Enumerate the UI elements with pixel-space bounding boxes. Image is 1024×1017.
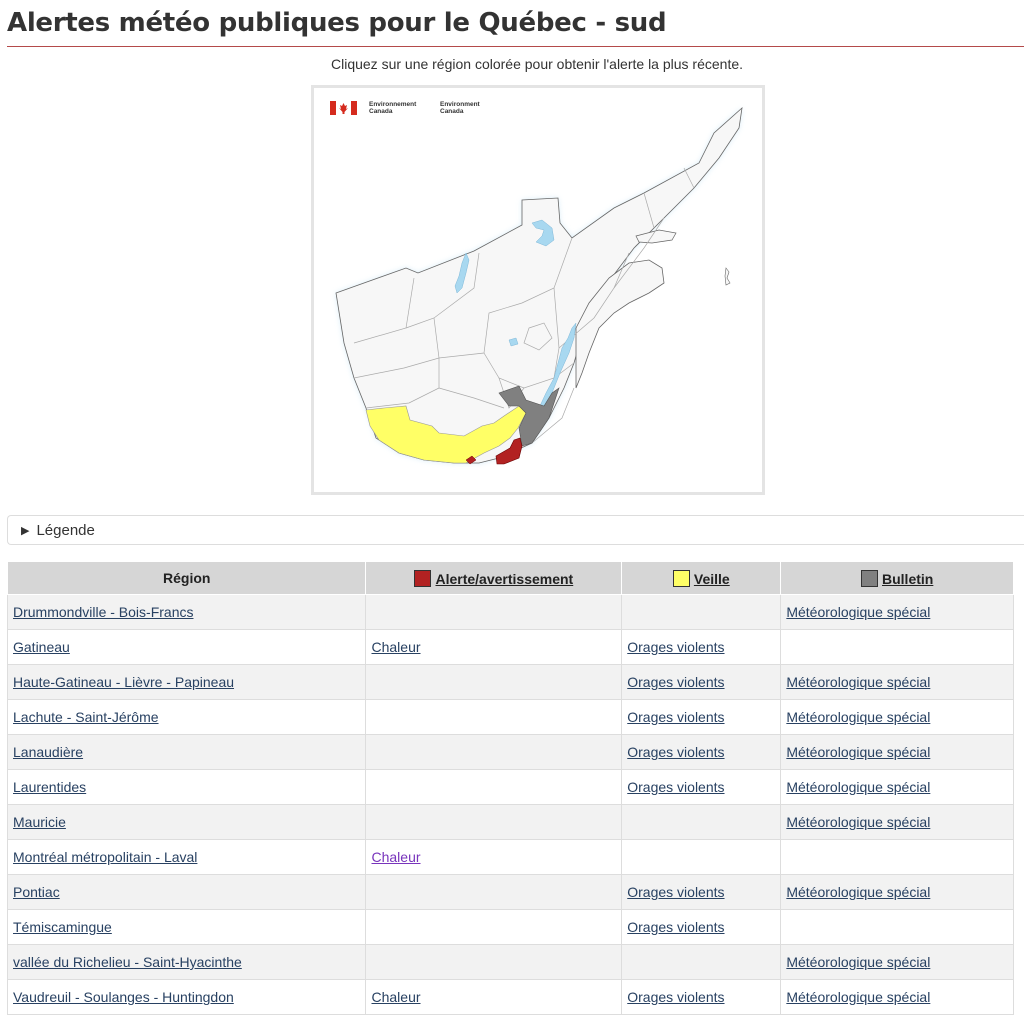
- watch-link[interactable]: Orages violents: [627, 989, 725, 1005]
- region-link[interactable]: vallée du Richelieu - Saint-Hyacinthe: [13, 954, 242, 970]
- statement-link[interactable]: Météorologique spécial: [786, 954, 931, 970]
- logo-text-en: Environment: [440, 101, 480, 108]
- map-instruction: Cliquez sur une région colorée pour obtenir l'alerte la plus récente.: [330, 56, 744, 72]
- title-divider: [7, 46, 1024, 47]
- table-header-row: [8, 562, 1014, 595]
- region-link[interactable]: Drummondville - Bois-Francs: [13, 604, 194, 620]
- statement-link[interactable]: Météorologique spécial: [786, 604, 931, 620]
- alerts-table: [7, 561, 1014, 1015]
- region-link[interactable]: Laurentides: [13, 779, 87, 795]
- table-row: [8, 770, 1014, 805]
- svg-text:Environment Canada: Environment Canada: [440, 101, 480, 115]
- logo-text-fr: Environnement: [369, 101, 417, 108]
- disclosure-triangle-icon: ▶: [21, 524, 30, 537]
- region-link[interactable]: Gatineau: [13, 639, 70, 655]
- environment-canada-logo: [330, 101, 482, 115]
- header-watch[interactable]: [622, 562, 781, 595]
- table-row: [8, 630, 1014, 665]
- watch-link[interactable]: Orages violents: [627, 884, 725, 900]
- statement-link[interactable]: Météorologique spécial: [786, 779, 931, 795]
- legend-toggle[interactable]: [7, 515, 1024, 545]
- table-row: [8, 665, 1014, 700]
- warning-link[interactable]: Chaleur: [371, 989, 421, 1005]
- region-link[interactable]: Montréal métropolitain - Laval: [13, 849, 198, 865]
- header-statement[interactable]: [781, 562, 1014, 595]
- statement-link[interactable]: Météorologique spécial: [786, 744, 931, 760]
- table-row: [8, 840, 1014, 875]
- region-link[interactable]: Haute-Gatineau - Lièvre - Papineau: [13, 674, 235, 690]
- statement-link[interactable]: Météorologique spécial: [786, 709, 931, 725]
- header-watch-link[interactable]: Veille: [693, 570, 730, 587]
- table-row: [8, 805, 1014, 840]
- page-title: Alertes météo publiques pour le Québec - sud: [7, 8, 667, 38]
- warning-link-visited[interactable]: Chaleur: [371, 849, 421, 865]
- statement-link[interactable]: Météorologique spécial: [786, 674, 931, 690]
- table-row: [8, 945, 1014, 980]
- region-link[interactable]: Pontiac: [13, 884, 60, 900]
- region-link[interactable]: Vaudreuil - Soulanges - Huntingdon: [13, 989, 234, 1005]
- table-row: [8, 595, 1014, 630]
- svg-text:Environnement Canada: Environnement Canada: [369, 101, 417, 115]
- quebec-south-map[interactable]: [314, 88, 762, 492]
- header-region: Région: [8, 562, 366, 595]
- table-row: [8, 980, 1014, 1015]
- region-link[interactable]: Lanaudière: [13, 744, 84, 760]
- watch-swatch-icon: [673, 570, 690, 587]
- region-link[interactable]: Témiscamingue: [13, 919, 112, 935]
- warning-swatch-icon: [414, 570, 431, 587]
- header-warning-link[interactable]: Alerte/avertissement: [435, 570, 574, 587]
- table-row: [8, 910, 1014, 945]
- watch-link[interactable]: Orages violents: [627, 919, 725, 935]
- watch-link[interactable]: Orages violents: [627, 639, 725, 655]
- statement-link[interactable]: Météorologique spécial: [786, 884, 931, 900]
- watch-link[interactable]: Orages violents: [627, 779, 725, 795]
- statement-swatch-icon: [861, 570, 878, 587]
- header-statement-link[interactable]: Bulletin: [882, 570, 934, 587]
- region-link[interactable]: Lachute - Saint-Jérôme: [13, 709, 159, 725]
- warning-link[interactable]: Chaleur: [371, 639, 421, 655]
- alert-map[interactable]: [311, 85, 765, 495]
- table-row: [8, 735, 1014, 770]
- region-link[interactable]: Mauricie: [13, 814, 66, 830]
- statement-link[interactable]: Météorologique spécial: [786, 989, 931, 1005]
- watch-link[interactable]: Orages violents: [627, 674, 725, 690]
- watch-link[interactable]: Orages violents: [627, 744, 725, 760]
- watch-link[interactable]: Orages violents: [627, 709, 725, 725]
- header-warning[interactable]: [366, 562, 622, 595]
- table-row: [8, 875, 1014, 910]
- statement-link[interactable]: Météorologique spécial: [786, 814, 931, 830]
- legend-label: Légende: [36, 521, 95, 539]
- table-row: [8, 700, 1014, 735]
